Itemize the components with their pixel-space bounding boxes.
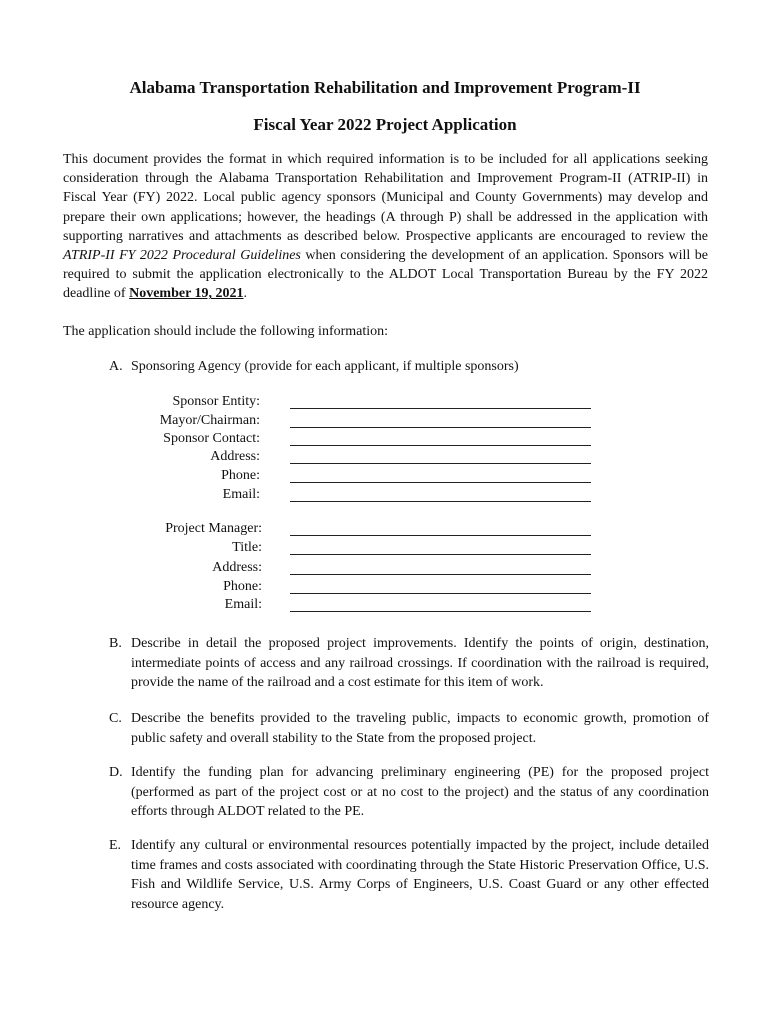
document-title: Alabama Transportation Rehabilitation and Improvement Program-II (129, 78, 641, 97)
sponsor-contact-field[interactable] (290, 445, 591, 446)
item-letter: A. (109, 359, 123, 374)
pm-phone-label: Phone: (223, 579, 262, 594)
item-letter: B. (109, 636, 122, 651)
item-letter: C. (109, 711, 122, 726)
pm-email-field[interactable] (290, 611, 591, 612)
mayor-chairman-label: Mayor/Chairman: (159, 413, 260, 428)
sponsor-email-label: Email: (222, 487, 260, 502)
pm-title-field[interactable] (290, 554, 591, 555)
guidelines-reference: ATRIP-II FY 2022 Procedural Guidelines (63, 248, 301, 264)
pm-phone-field[interactable] (290, 593, 591, 594)
project-manager-label: Project Manager: (165, 521, 262, 536)
item-b (109, 634, 709, 693)
pm-phone-row (120, 579, 600, 598)
pm-email-row (120, 597, 600, 616)
item-text: Identify the funding plan for advancing preliminary engineering (PE) for the proposed project (performed as part of the project cost or at no cost to the project) and the status of any coordination efforts through ALDOT related to the PE. (131, 765, 709, 820)
pm-address-row (120, 560, 600, 579)
lead-in-text: The application should include the following information: (63, 324, 389, 339)
document-subtitle: Fiscal Year 2022 Project Application (253, 115, 517, 134)
sponsor-contact-row (120, 431, 600, 450)
pm-title-row (120, 540, 600, 559)
sponsor-address-label: Address: (210, 449, 260, 464)
sponsor-entity-row (120, 394, 600, 413)
item-text: Sponsoring Agency (provide for each applicant, if multiple sponsors) (131, 359, 519, 374)
intro-text-1: This document provides the format in which required information is to be included for all applications seeking consideration through the Alabama Transportation Rehabilitation and Improvement Program-II (ATRIP-II) in Fiscal Year (FY) 2022. Local public agency sponsors (Municipal and County Governments) may develop and prepare their own applications; however, the headings (A through P) shall be addressed in the application with supporting narratives and attachments as described below. Prospective applicants are encouraged to review the (63, 152, 708, 244)
sponsor-entity-field[interactable] (290, 408, 591, 409)
sponsor-email-row (120, 487, 600, 506)
item-d (109, 763, 709, 822)
mayor-chairman-field[interactable] (290, 427, 591, 428)
pm-email-label: Email: (224, 597, 262, 612)
item-letter: D. (109, 765, 123, 780)
intro-paragraph (63, 150, 708, 304)
pm-address-label: Address: (212, 560, 262, 575)
item-a (109, 357, 709, 377)
sponsor-phone-label: Phone: (221, 468, 260, 483)
item-text: Describe the benefits provided to the traveling public, impacts to economic growth, promotion of public safety and overall stability to the State from the proposed project. (131, 711, 709, 746)
intro-text-2: when considering the development of an application. Sponsors will be required to submit the application electronically to the ALDOT Local Transportation Bureau by the FY 2022 deadline of (63, 248, 708, 302)
sponsor-phone-field[interactable] (290, 482, 591, 483)
pm-address-field[interactable] (290, 574, 591, 575)
item-e (109, 836, 709, 914)
sponsor-phone-row (120, 468, 600, 487)
item-text: Describe in detail the proposed project improvements. Identify the points of origin, destination, intermediate points of access and any railroad crossings. If coordination with the railroad is required, provide the name of the railroad and a cost estimate for this item of work. (131, 636, 709, 691)
sponsor-address-field[interactable] (290, 463, 591, 464)
sponsor-email-field[interactable] (290, 501, 591, 502)
item-text: Identify any cultural or environmental resources potentially impacted by the project, include detailed time frames and costs associated with coordinating through the State Historic Preservation Office, U.S. Fish and Wildlife Service, U.S. Army Corps of Engineers, U.S. Coast Guard or any other effected resource agency. (131, 838, 709, 912)
item-letter: E. (109, 838, 122, 853)
project-manager-field[interactable] (290, 535, 591, 536)
intro-end: . (243, 286, 248, 302)
sponsor-contact-label: Sponsor Contact: (163, 431, 260, 446)
sponsor-entity-label: Sponsor Entity: (172, 394, 260, 409)
item-c (109, 709, 709, 748)
sponsor-address-row (120, 449, 600, 468)
project-manager-row (120, 521, 600, 540)
mayor-chairman-row (120, 413, 600, 432)
deadline-date: November 19, 2021 (129, 286, 244, 302)
pm-title-label: Title: (232, 540, 262, 555)
